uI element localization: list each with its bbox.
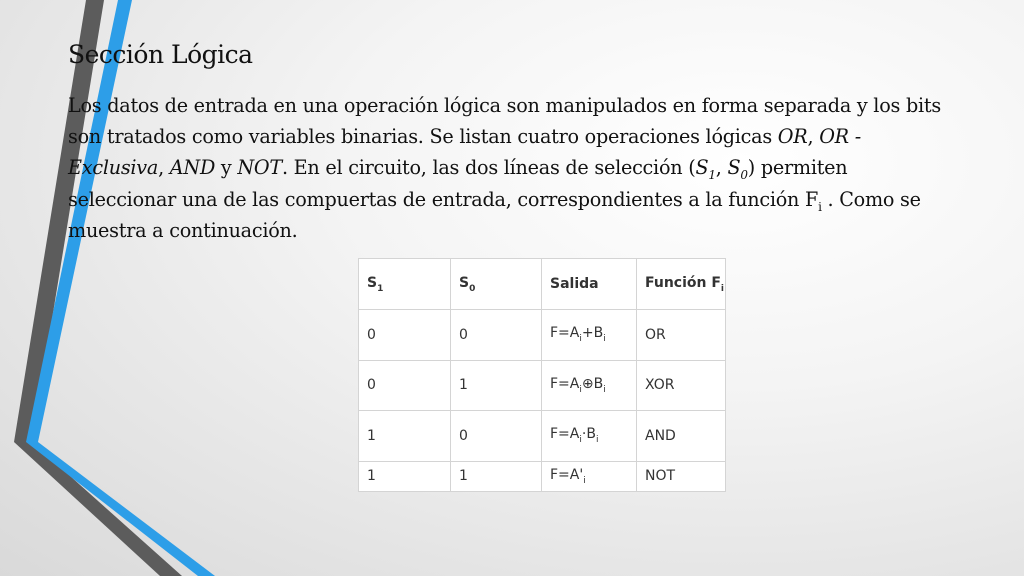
separator: , [715, 156, 728, 180]
cell-s0: 0 [451, 411, 542, 462]
selector-s0-sub: 0 [740, 168, 748, 183]
truth-table [358, 258, 726, 492]
cell-salida: $F=A'_i$ [542, 461, 637, 491]
op-not-label: NOT [237, 156, 282, 180]
slide-paragraph [68, 90, 958, 246]
cell-funcion: AND [637, 411, 726, 462]
cell-s0: 0 [451, 310, 542, 361]
cell-s1: 0 [359, 360, 451, 411]
selector-s0-base: S [727, 156, 741, 180]
paragraph-text: Los datos de entrada en una operación lógica son manipulados en forma separada y los bits son tratados como variables binarias. Se listan cuatro operaciones lógicas [68, 94, 941, 149]
paragraph-text: . Como se muestra a continuación. [68, 187, 921, 242]
cell-salida: $F=A_i+B_i$ [542, 310, 637, 361]
table-header-row [359, 259, 726, 310]
selector-s0 [727, 156, 748, 183]
cell-s1: 1 [359, 461, 451, 491]
header-funcion: Función $F_i$ [637, 259, 726, 310]
table-row [359, 461, 726, 491]
table-row [359, 360, 726, 411]
op-and-label: AND [169, 156, 216, 180]
cell-funcion: NOT [637, 461, 726, 491]
cell-funcion: OR [637, 310, 726, 361]
function-subscript: i [818, 199, 822, 214]
op-xor-label: OR - Exclusiva [68, 125, 861, 180]
cell-funcion: XOR [637, 360, 726, 411]
table-row [359, 411, 726, 462]
separator: , [158, 156, 170, 180]
selector-s1-base: S [695, 156, 709, 180]
paragraph-text: . En el circuito, las dos líneas de selección ( [281, 156, 696, 180]
header-s1: $S_1$ [359, 259, 451, 310]
gray-stripe-lower [14, 442, 182, 576]
cell-s1: 0 [359, 310, 451, 361]
paragraph-text: ) permiten seleccionar una de las compuertas de entrada, correspondientes a la función F [68, 156, 848, 211]
separator: y [215, 156, 238, 180]
slide-title: Sección Lógica [68, 40, 253, 69]
cell-s0: 1 [451, 461, 542, 491]
separator: , [807, 125, 820, 149]
header-salida: Salida [542, 259, 637, 310]
cell-salida: $F=A_i\cdot B_i$ [542, 411, 637, 462]
selector-s1-sub: 1 [708, 168, 716, 183]
table-row [359, 310, 726, 361]
cell-s1: 1 [359, 411, 451, 462]
cell-salida: $F=A_i\oplus B_i$ [542, 360, 637, 411]
cell-s0: 1 [451, 360, 542, 411]
blue-stripe-lower [26, 442, 215, 576]
op-or-label: OR [777, 125, 808, 149]
selector-s1 [695, 156, 716, 183]
header-s0: $S_0$ [451, 259, 542, 310]
